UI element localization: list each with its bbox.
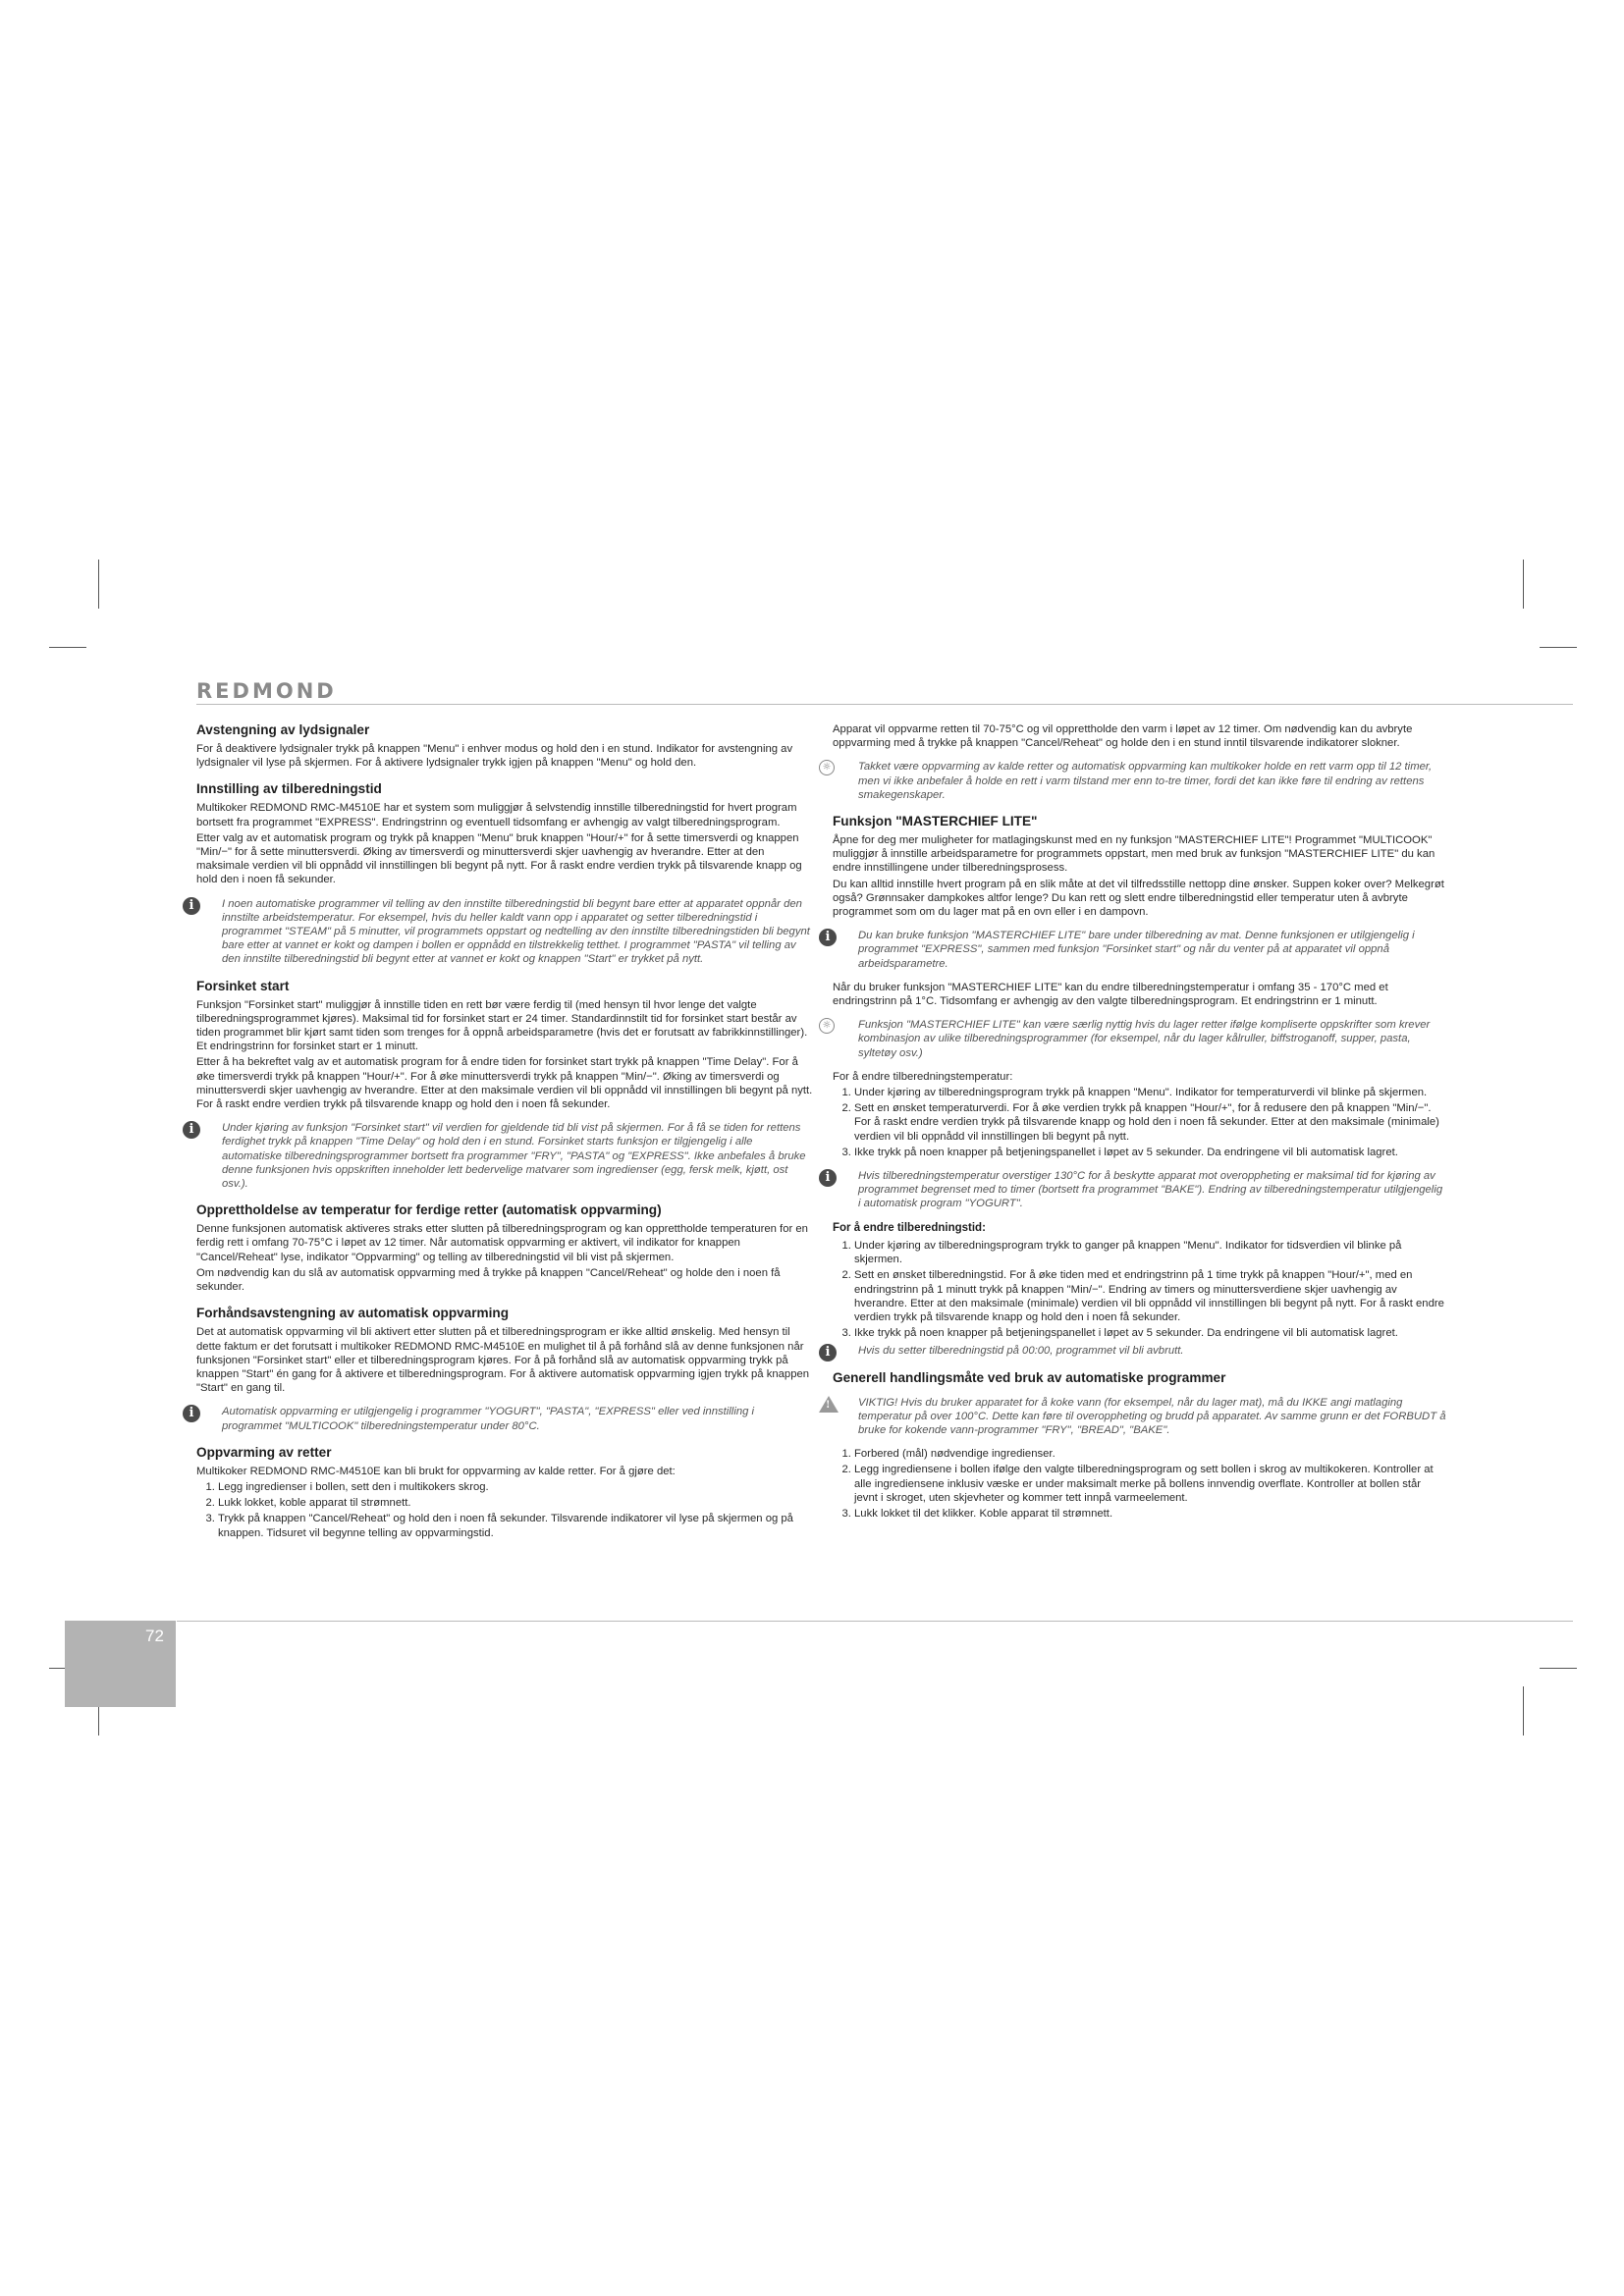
paragraph: Apparat vil oppvarme retten til 70-75°C og vil opprettholde den varm i løpet av 12 timer. Om nødvendig kan du avbryte oppvarming med å trykke på knappen "Cancel/Reheat" og holde den i en stund inntil tilsvarende indikatorer slokner. — [833, 723, 1413, 750]
list-item: 2. Sett en ønsket tilberedningstid. For å øke tiden med et endringstrinn på 1 time trykk på knappen "Hour/+", med en endringstrinn på 1 minutt trykk på knappen "Min/−". Endring av timers og minuttersverdiene skjer uavhengig av hverandre. Etter at den maksimale (minimale) verdien vil bli oppnådd vil innstillingen bli begynt på nytt. For å raskt endre verdien trykk på tilsvarende knapp og hold den i noen få sekunder. — [854, 1268, 1446, 1324]
warning-icon: ! — [819, 1396, 839, 1413]
note-text: Takket være oppvarming av kalde retter og automatisk oppvarming kan multikoker holde en rett varm opp til 12 timer, men vi ikke anbefaler å holde en rett i varm tilstand mer enn to-tre timer, fordi det kan ikke føre til endring av rettens smakegenskaper. — [858, 761, 1433, 801]
header-rule — [196, 704, 1573, 705]
tip-note — [822, 1018, 1446, 1060]
info-note — [825, 1169, 1446, 1211]
crop-mark — [1540, 1668, 1577, 1669]
crop-mark — [1523, 1686, 1524, 1735]
lightbulb-icon: ☼ — [819, 760, 835, 775]
paragraph: Etter å ha bekreftet valg av et automatisk program for å endre tiden for forsinket start trykk på knappen "Time Delay". For å øke timersverdi trykk på knappen "Hour/+". For å øke minuttersverdi trykk på knappen "Min/−". Øking av timersverdi og minuttersverdi skjer uavhengig av hverandre. Etter at den maksimale verdien vil bli oppnådd vil innstillingen bli begynt på nytt. For å raskt endre verdien trykk på tilsvarende knapp og hold den i noen få sekunder. — [196, 1056, 813, 1111]
info-icon: i — [819, 1344, 837, 1362]
section-title: Innstilling av tilberedningstid — [196, 781, 382, 797]
warning-note — [826, 1396, 1446, 1438]
crop-mark — [98, 560, 99, 609]
note-text: Automatisk oppvarming er utilgjengelig i programmer "YOGURT", "PASTA", "EXPRESS" eller ved innstilling i programmet "MULTICOOK" tilberedningstemperatur under 80°C. — [222, 1406, 755, 1432]
paragraph: Om nødvendig kan du slå av automatisk oppvarming med å trykke på knappen "Cancel/Reheat" og holde den i noen få sekunder. — [196, 1266, 781, 1294]
paragraph: For å deaktivere lydsignaler trykk på knappen "Menu" i enhver modus og hold den i en stund. Indikator for avstengning av lydsignaler vil lyse på skjermen. For å aktivere lydsignaler trykk igjen på knappen "Menu" og hold den. — [196, 743, 793, 770]
crop-mark — [1523, 560, 1524, 609]
crop-mark — [49, 647, 86, 648]
info-note — [189, 1405, 815, 1432]
steps-list — [833, 1239, 1446, 1340]
info-icon: i — [819, 929, 837, 946]
right-column — [822, 722, 1446, 1524]
list-item: 1. Under kjøring av tilberedningsprogram trykk to ganger på knappen "Menu". Indikator for tidsverdien vil blinke på skjermen. — [854, 1239, 1446, 1266]
info-icon: i — [183, 1121, 200, 1139]
brand-logo: REDMOND — [196, 679, 337, 703]
info-note — [189, 897, 815, 967]
page-number: 72 — [145, 1627, 164, 1645]
list-item: 1. Forbered (mål) nødvendige ingredienser. — [854, 1447, 1446, 1461]
paragraph: Du kan alltid innstille hvert program på en slik måte at det vil tilfredsstille nettopp dine ønsker. Suppen koker over? Melkegrøt også? Grønnsaker dampkokes altfor lenge? Du kan rett og slett endre tilberedningstid eller temperatur uten å avbryte programmet som om du lager mat på en ovn eller i en dampovn. — [833, 878, 1444, 919]
paragraph: Det at automatisk oppvarming vil bli aktivert etter slutten på et tilberedningsprogram er ikke alltid ønskelig. Med hensyn til dette faktum er det forutsatt i multikoker REDMOND RMC-M4510E en mulighet til å på forhånd slå av denne funksjonen når funksjonen "Forsinket start" eller et tilberedningsprogram kjøres. For å på forhånd slå av automatisk oppvarming trykk på knappen "Start" én gang for å aktivere et tilberedningsprogram. For å aktivere automatisk oppvarming igjen trykk på knappen "Start" en gang til. — [196, 1326, 810, 1395]
paragraph: Åpne for deg mer muligheter for matlagingskunst med en ny funksjon "MASTERCHIEF LITE"! Programmet "MULTICOOK" muliggjør å innstille arbeidsparametre for programmets oppstart, men med bruk av funksjon "MASTERCHIEF LITE" du kan endre innstillingene under tilberedningsprosess. — [833, 834, 1435, 875]
steps-list — [833, 1086, 1446, 1159]
info-note — [825, 1344, 1446, 1361]
paragraph: Denne funksjonen automatisk aktiveres straks etter slutten på tilberedningsprogram og kan opprettholde temperaturen for en ferdig rett i omfang 70-75°C i løpet av 12 timer. Når automatisk oppvarming er aktivert, vil indikator for knappen "Cancel/Reheat" lyse, indikator "Oppvarming" og telling av tilberedningstid vil bli vist på skjermen. — [196, 1223, 808, 1263]
list-item: 2. Sett en ønsket temperaturverdi. For å øke verdien trykk på knappen "Hour/+", for å redusere den på knappen "Min/−". For å raskt endre verdien trykk på tilsvarende knapp og hold den i noen få sekunder. Etter at den maksimale (minimale) verdien vil bli oppnådd vil innstillingen bli begynt på nytt. — [854, 1101, 1446, 1144]
paragraph: Når du bruker funksjon "MASTERCHIEF LITE" kan du endre tilberedningstemperatur i omfang 35 - 170°C med et endringstrinn på 1°C. Tidsomfang er avhengig av den valgte tilberedningsprogram. Et endringstrinn er 1 minutt. — [833, 981, 1388, 1008]
paragraph: Multikoker REDMOND RMC-M4510E har et system som muliggjør å selvstendig innstille tilberedningstid for hvert program bortsett fra programmet "EXPRESS". Endringstrinn og eventuell tidsomfang er avhengig av valgt tilberedningsprogram. — [196, 802, 797, 828]
list-item: 2. Legg ingrediensene i bollen ifølge den valgte tilberedningsprogram og sett bollen i skrog av multikokeren. Kontroller at alle ingrediensene inklusiv væske er under maksimalt merke på bollens innvendig overflate. Kontroller at bollen står jevnt i skroget, uten skjevheter og kommer tett innpå varmeelement. — [854, 1463, 1446, 1505]
left-column — [189, 722, 815, 1544]
info-note — [189, 1121, 815, 1191]
lightbulb-icon: ☼ — [819, 1018, 835, 1034]
note-text: VIKTIG! Hvis du bruker apparatet for å koke vann (for eksempel, når du lager mat), må du IKKE angi matlaging temperatur på over 100°C. Dette kan føre til overoppheting og brudd på apparatet. Av samme grunn er det FORBUDT å bruke for kokende vann-programmer "FRY", "BREAD", "BAKE". — [858, 1396, 1446, 1436]
list-item: 2. Lukk lokket, koble apparat til strømnett. — [218, 1496, 815, 1510]
section-title: Funksjon "MASTERCHIEF LITE" — [833, 814, 1038, 829]
section-title: Generell handlingsmåte ved bruk av automatiske programmer — [833, 1369, 1226, 1385]
info-note — [825, 929, 1446, 971]
subheading: For å endre tilberedningstid: — [833, 1221, 986, 1234]
note-text: Funksjon "MASTERCHIEF LITE" kan være særlig nyttig hvis du lager retter ifølge kompliserte oppskrifter som krever kombinasjon av ulike tilberedningsprogrammer (for eksempel, når du lager kålruller, biffstroganoff, supper, pasta, syltetøy osv.) — [858, 1019, 1431, 1059]
paragraph: Funksjon "Forsinket start" muliggjør å innstille tiden en rett bør være ferdig til (med hensyn til hvor lenge det valgte tilberedningsprogrammet kjøres). Maksimal tid for forsinket start er 24 timer. Standardinnstilt tid for forsinket start består av tiden programmet blir kjørt samt tiden som trenges for å oppnå arbeidsparametre (hvis det er forutsatt av fabrikkinnstillinger). Et endringstrinn for forsinket start er 1 minutt. — [196, 998, 808, 1053]
list-item: 3. Ikke trykk på noen knapper på betjeningspanellet i løpet av 5 sekunder. Da endringene vil bli automatisk lagret. — [854, 1326, 1446, 1340]
list-item: 3. Lukk lokket til det klikker. Koble apparat til strømnett. — [854, 1507, 1446, 1521]
section-title: Avstengning av lydsignaler — [196, 722, 370, 737]
list-item: 1. Under kjøring av tilberedningsprogram trykk på knappen "Menu". Indikator for temperaturverdi vil blinke på skjermen. — [854, 1086, 1446, 1099]
paragraph: Etter valg av et automatisk program og trykk på knappen "Menu" bruk knappen "Hour/+" for å sette timersverdi og knappen "Min/−" for å sette minuttersverdi. Øking av timersverdi og minuttersverdi skjer uavhengig av hverandre. Etter at den maksimale verdien vil bli oppnådd vil innstillingen bli begynt på nytt. For å raskt endre verdien trykk på tilsvarende knapp og hold den i noen få sekunder. — [196, 831, 802, 886]
paragraph: Multikoker REDMOND RMC-M4510E kan bli brukt for oppvarming av kalde retter. For å gjøre det: — [196, 1465, 676, 1477]
note-text: Hvis tilberedningstemperatur overstiger 130°C for å beskytte apparat mot overoppheting er maksimal tid for kjøring av programmet begrenset med to timer (bortsett fra programmet "BAKE"). Endring av tilberedningstemperatur utilgjengelig i automatisk program "YOGURT". — [858, 1170, 1443, 1210]
note-text: Under kjøring av funksjon "Forsinket start" vil verdien for gjeldende tid bli vist på skjermen. For å få se tiden for rettens ferdighet trykk på knappen "Time Delay" og hold den i en stund. Forsinket starts funksjon er tilgjengelig i alle automatiske tilberedningsprogrammer bortsett fra programmer "FRY", "PASTA" og "EXPRESS". Ikke anbefales å bruke denne funksjonen hvis oppskriften inneholder lett bedervelige matvarer som ingredienser (egg, fersk melk, kjøtt, ost osv.). — [222, 1122, 806, 1191]
section-title: Opprettholdelse av temperatur for ferdige retter (automatisk oppvarming) — [196, 1202, 662, 1218]
note-text: Du kan bruke funksjon "MASTERCHIEF LITE" bare under tilberedning av mat. Denne funksjonen er utilgjengelig i programmet "EXPRESS", sammen med funksjon "Forsinket start" og når du venter på at apparatet vil oppnå arbeidsparametre. — [858, 930, 1415, 970]
list-item: 1. Legg ingredienser i bollen, sett den i multikokers skrog. — [218, 1480, 815, 1494]
note-text: Hvis du setter tilberedningstid på 00:00, programmet vil bli avbrutt. — [858, 1345, 1184, 1358]
info-icon: i — [819, 1169, 837, 1187]
paragraph: For å endre tilberedningstemperatur: — [833, 1070, 1013, 1083]
steps-list — [833, 1447, 1446, 1521]
list-item: 3. Trykk på knappen "Cancel/Reheat" og hold den i noen få sekunder. Tilsvarende indikatorer vil lyse på skjermen og på knappen. Tidsuret vil begynne telling av oppvarmingstid. — [218, 1512, 815, 1539]
section-title: Forsinket start — [196, 978, 290, 993]
crop-mark — [1540, 647, 1577, 648]
steps-list — [196, 1480, 815, 1540]
list-item: 3. Ikke trykk på noen knapper på betjeningspanellet i løpet av 5 sekunder. Da endringene vil bli automatisk lagret. — [854, 1146, 1446, 1159]
footer-rule — [177, 1621, 1573, 1622]
note-text: I noen automatiske programmer vil telling av den innstilte tilberedningstid bli begynt bare etter at apparatet oppnår den innstilte arbeidstemperatur. For eksempel, hvis du heller kaldt vann opp i apparatet og setter tilberedningstid i programmet "STEAM" på 5 minutter, vil programmets oppstart og nedtelling av den innstilte tilberedningstiden bli begynt bare etter at vannet er kokt og dampen i bollen er oppnådd en tilstrekkelig tetthet. I programmet "PASTA" vil telling av den innstilte tilberedningstid bli begynt etter at vannet er kokt og knappen "Start" er trykket på nytt. — [222, 897, 810, 966]
section-title: Forhåndsavstengning av automatisk oppvarming — [196, 1306, 509, 1321]
section-title: Oppvarming av retter — [196, 1444, 332, 1460]
tip-note — [822, 760, 1446, 802]
info-icon: i — [183, 1405, 200, 1422]
info-icon: i — [183, 897, 200, 915]
